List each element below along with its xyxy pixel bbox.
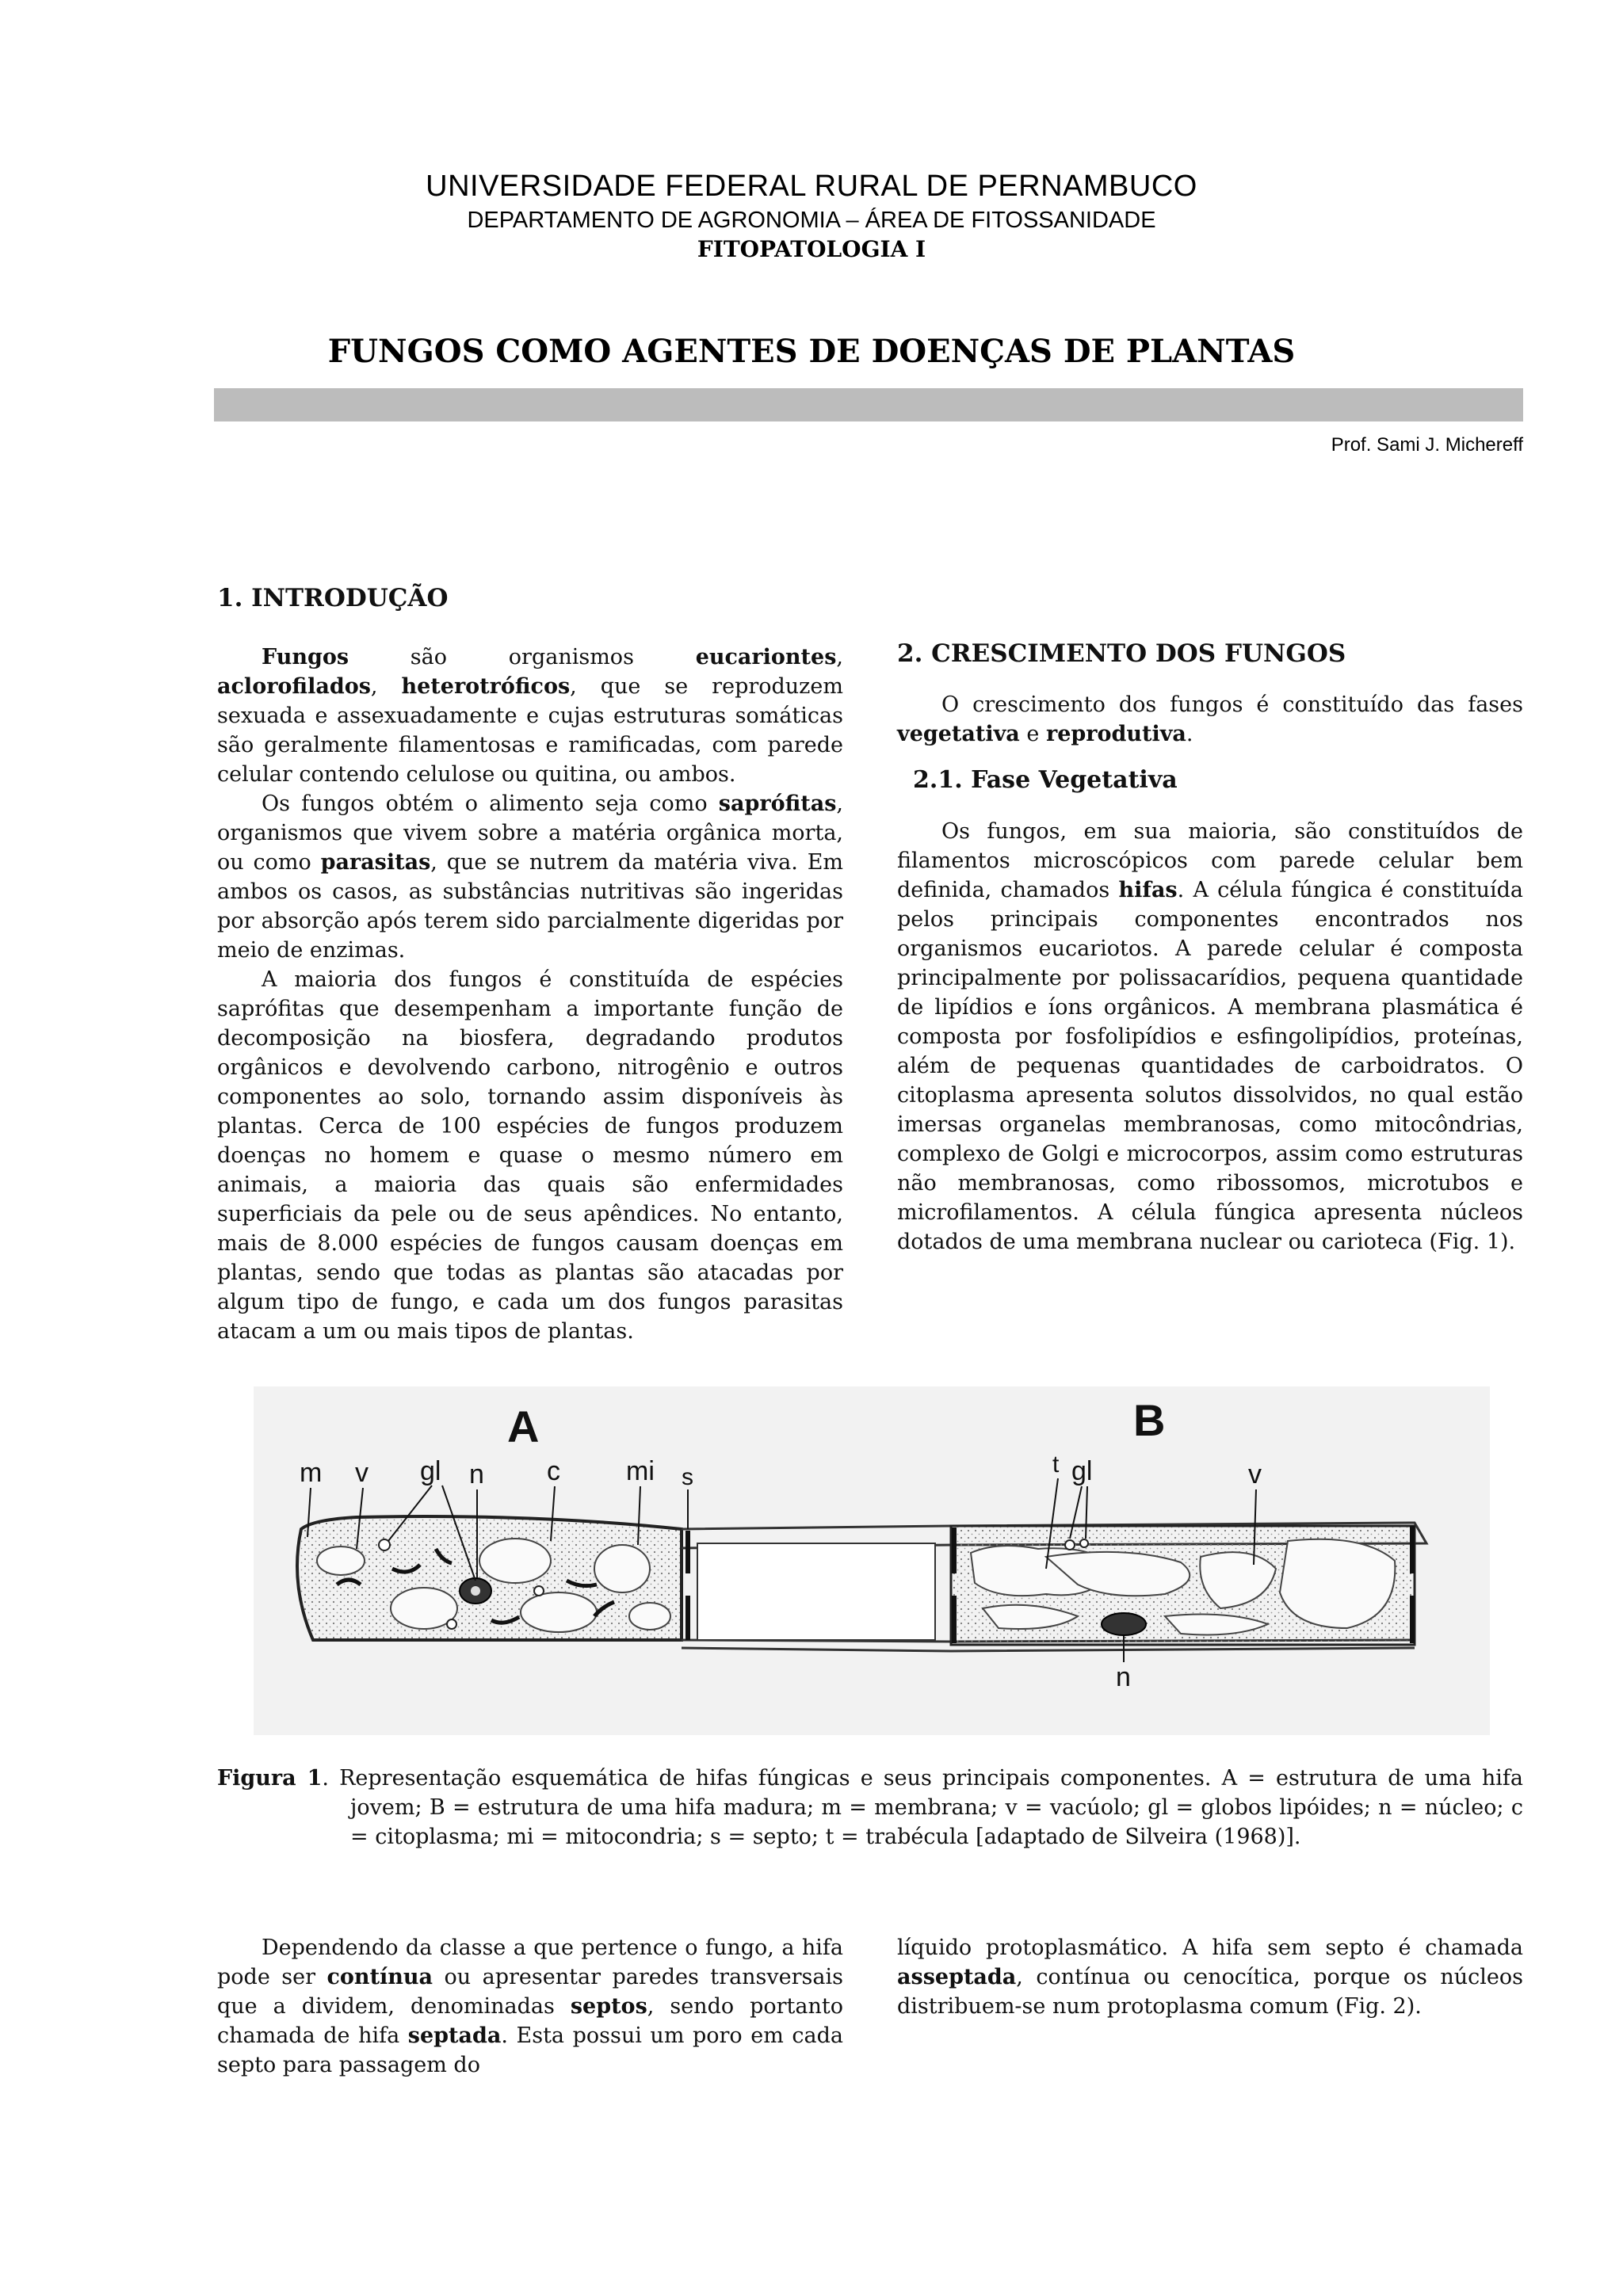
lipid-globule-a-1 — [379, 1539, 390, 1550]
label-a-c: c — [547, 1456, 560, 1486]
page-title: FUNGOS COMO AGENTES DE DOENÇAS DE PLANTAS — [327, 333, 1296, 370]
lipid-globule-a-3 — [534, 1586, 544, 1596]
vegetative-phase-paragraph: Os fungos, em sua maioria, são constituídos de filamentos microscópicos com parede celular bem definida, chamados hifas. A célula fúngica é constituída pelos principais componentes encontrados nos organismos eucariotos. A parede celular é composta principalmente por polissacarídios, pequena quantidade de lipídios e íons orgânicos. A membrana plasmática é composta por fosfolipídios e esfingolipídios, proteínas, além de pequenas quantidades de carboidratos. O citoplasma apresenta solutos dissolvidos, no qual estão imersas organelas membranosas, como mitocôndrias, complexo de Golgi e microcorpos, assim como estruturas não membranosas, como ribossomos, microtubos e microfilamentos. A célula fúngica apresenta núcleos dotados de uma membrana nuclear ou carioteca (Fig. 1). — [897, 819, 1523, 1254]
vacuole-a-4 — [521, 1592, 597, 1632]
bold-term: septos — [570, 1994, 647, 2019]
continuation-right-column — [897, 1933, 1523, 2021]
label-a-gl: gl — [420, 1456, 441, 1486]
bold-term: heterotróficos — [401, 674, 571, 699]
bold-term: saprófitas — [718, 791, 837, 816]
bold-term: vegetativa — [897, 722, 1020, 746]
intro-column — [217, 582, 843, 1346]
course-name: FITOPATOLOGIA I — [697, 236, 926, 262]
title-divider-bar — [214, 388, 1523, 421]
label-b-t: t — [1052, 1451, 1060, 1478]
vacuole-a-5 — [594, 1545, 650, 1592]
lipid-globule-b-2 — [1080, 1539, 1088, 1547]
lipid-globule-b-1 — [1065, 1540, 1075, 1550]
author-name: Prof. Sami J. Michereff — [1331, 434, 1523, 456]
label-b-gl: gl — [1071, 1456, 1093, 1486]
vacuole-a-1 — [317, 1547, 365, 1575]
intro-paragraph-3: A maioria dos fungos é constituída de espécies saprófitas que desempenham a importante função de decomposição na biosfera, degradando produtos orgânicos e devolvendo carbono, nitrogênio e outros componentes ao solo, tornando assim disponíveis às plantas. Cerca de 100 espécies de fungos produzem doenças no homem e quase o mesmo número em animais, a maioria das quais são enfermidades superficiais da pele ou de seus apêndices. No entanto, mais de 8.000 espécies de fungos causam doenças em plantas, sendo que todas as plantas são atacadas por algum tipo de fungo, e cada um dos fungos parasitas atacam a um ou mais tipos de plantas. — [217, 967, 843, 1344]
figure-1-hyphae-diagram — [254, 1386, 1490, 1735]
intro-heading: 1. INTRODUÇÃO — [217, 584, 449, 612]
label-b-n: n — [1116, 1662, 1131, 1692]
continuation-right-paragraph: líquido protoplasmático. A hifa sem septo é chamada asseptada, contínua ou cenocítica, porque os núcleos distribuem-se num protoplasma comum (Fig. 2). — [897, 1936, 1523, 2019]
panel-label-b: B — [1133, 1395, 1166, 1445]
bold-term: reprodutiva — [1045, 722, 1186, 746]
vacuole-a-6 — [629, 1603, 670, 1630]
caption-title: Figura 1 — [217, 1766, 323, 1791]
bold-term: eucariontes — [695, 645, 837, 669]
vegetative-phase-heading: 2.1. Fase Vegetativa — [913, 766, 1178, 794]
hyphae-illustration — [254, 1386, 1490, 1735]
nucleus-b — [1102, 1613, 1146, 1635]
intro-paragraph-2: Os fungos obtém o alimento seja como saprófitas, organismos que vivem sobre a matéria orgânica morta, ou como parasitas, que se nutrem da matéria viva. Em ambos os casos, as substâncias nutritivas são ingeridas por absorção após terem sido parcialmente digeridas por meio de enzimas. — [217, 791, 843, 963]
continuation-left-column — [217, 1933, 843, 2080]
bold-term: aclorofilados — [217, 674, 371, 699]
label-a-m: m — [300, 1458, 323, 1488]
bold-term: septada — [407, 2023, 502, 2048]
label-a-v: v — [355, 1458, 369, 1488]
label-a-n: n — [469, 1459, 484, 1489]
bold-term: hifas — [1118, 878, 1178, 902]
label-a-mi: mi — [626, 1456, 655, 1486]
university-name: UNIVERSIDADE FEDERAL RURAL DE PERNAMBUCO — [426, 170, 1197, 203]
lipid-globule-a-2 — [447, 1619, 456, 1629]
continuation-left-paragraph: Dependendo da classe a que pertence o fungo, a hifa pode ser contínua ou apresentar paredes transversais que a dividem, denominadas septos, sendo portanto chamada de hifa septada. Esta possui um poro em cada septo para passagem do — [217, 1936, 843, 2077]
growth-heading: 2. CRESCIMENTO DOS FUNGOS — [897, 639, 1346, 668]
label-a-s: s — [682, 1464, 693, 1490]
label-b-v: v — [1248, 1459, 1262, 1489]
panel-label-a: A — [507, 1402, 540, 1451]
department-name: DEPARTAMENTO DE AGRONOMIA – ÁREA DE FITOSSANIDADE — [467, 208, 1156, 233]
growth-column — [897, 582, 1523, 1257]
nucleolus-a — [471, 1586, 480, 1596]
growth-paragraph-1: O crescimento dos fungos é constituído das fases vegetativa e reprodutiva. — [897, 692, 1523, 746]
bold-term: contínua — [327, 1965, 433, 1989]
vacuole-a-3 — [479, 1539, 551, 1583]
bold-term: asseptada — [897, 1965, 1017, 1989]
hypha-empty-cell — [697, 1543, 935, 1640]
bold-term: parasitas — [320, 850, 431, 875]
bold-term: Fungos — [262, 645, 349, 669]
caption-text: . Representação esquemática de hifas fúngicas e seus principais componentes. A = estrutura de uma hifa jovem; B = estrutura de uma hifa madura; m = membrana; v = vacúolo; gl = globos lipóides; n = núcleo; c = citoplasma; mi = mitocondria; s = septo; t = trabécula [adaptado de Silveira (1968)]. — [322, 1766, 1524, 1849]
figure-1-caption — [217, 1764, 1523, 1852]
intro-paragraph-1: Fungos são organismos eucariontes, aclorofilados, heterotróficos, que se reproduzem sexuada e assexuadamente e cujas estruturas somáticas são geralmente filamentosas e ramificadas, com parede celular contendo celulose ou quitina, ou ambos. — [217, 645, 843, 787]
